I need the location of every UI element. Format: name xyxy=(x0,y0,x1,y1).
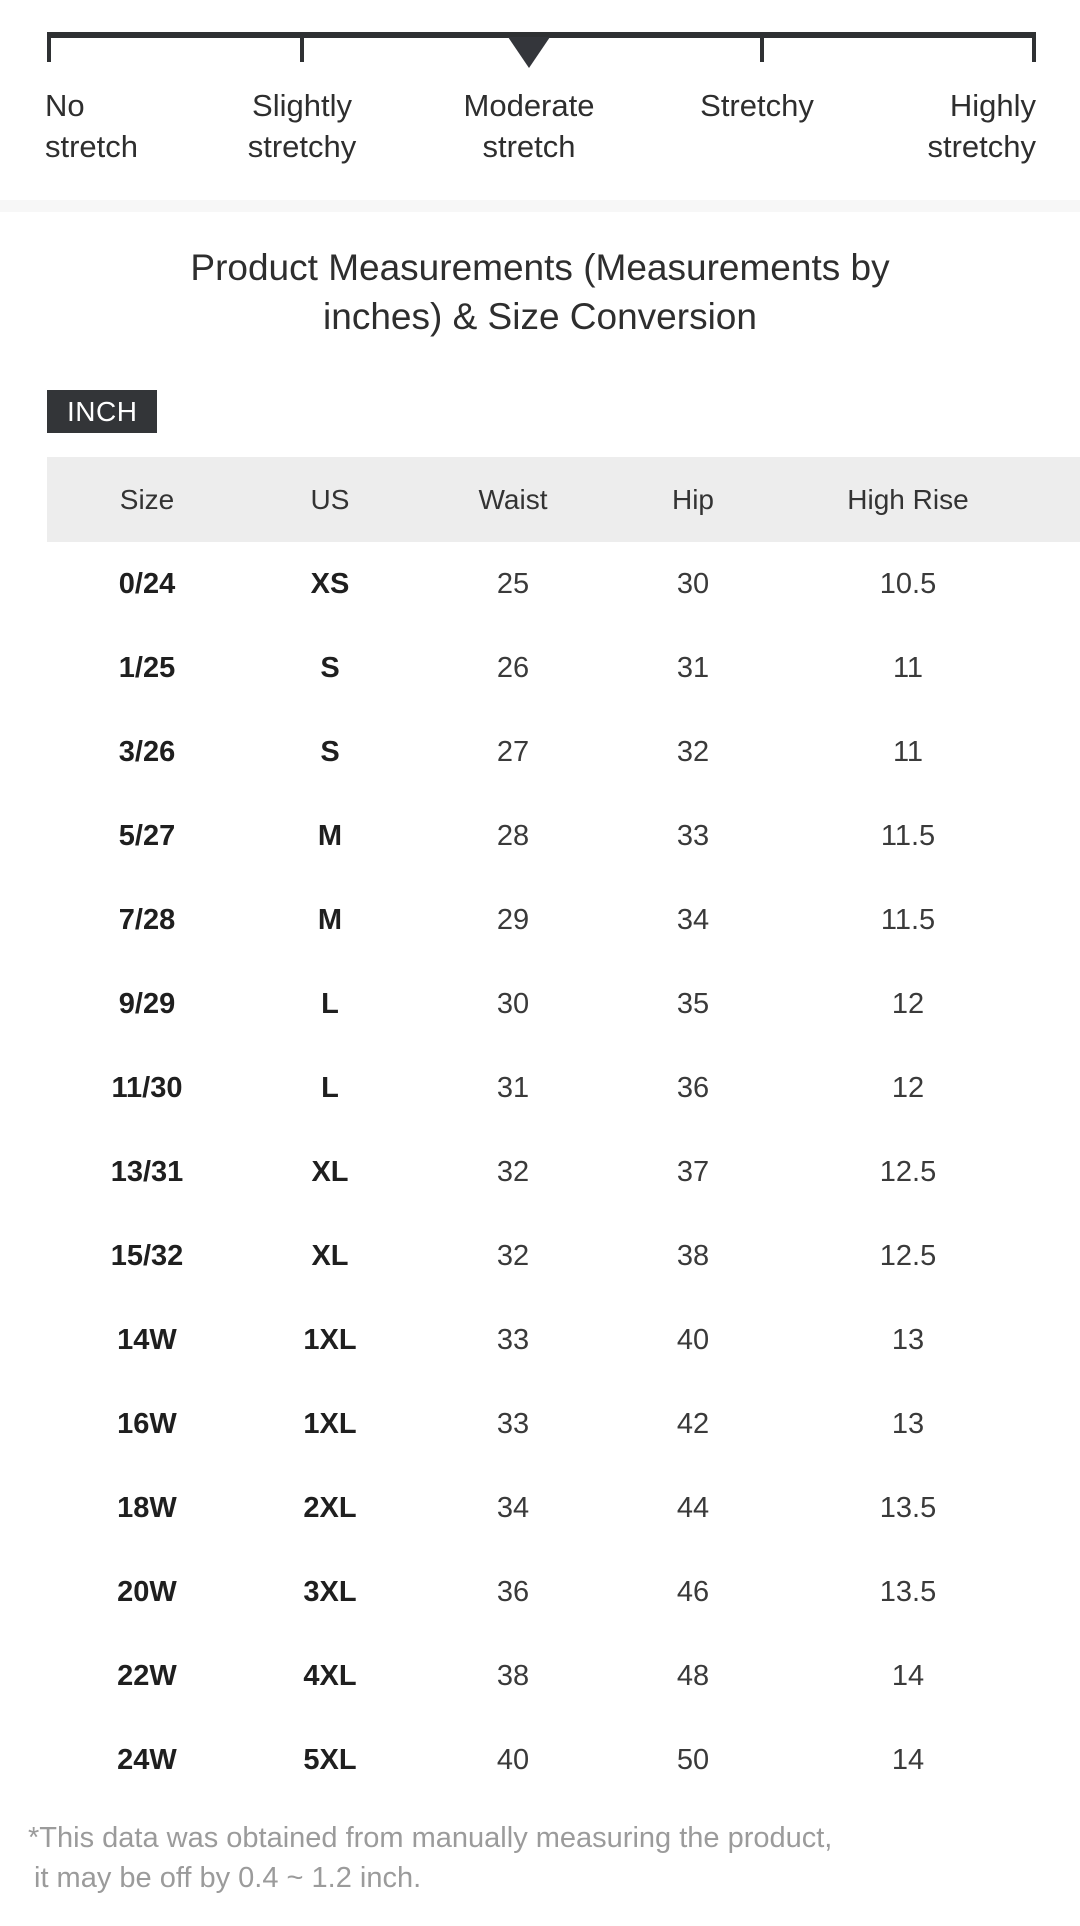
waist-cell: 36 xyxy=(496,1575,530,1608)
size-table-header xyxy=(47,457,1080,542)
high-rise-cell: 13.5 xyxy=(879,1491,937,1524)
waist-cell: 32 xyxy=(496,1239,530,1272)
waist-cell: 33 xyxy=(496,1323,530,1356)
size-cell: 16W xyxy=(117,1407,177,1440)
size-cell: 20W xyxy=(117,1575,177,1608)
stretch-level-marker-icon xyxy=(508,37,550,68)
size-cell: 13/31 xyxy=(110,1155,184,1188)
hip-cell: 42 xyxy=(676,1407,710,1440)
table-row xyxy=(47,962,1080,1046)
hip-cell: 38 xyxy=(676,1239,710,1272)
table-row xyxy=(47,710,1080,794)
page-title: Product Measurements (Measurements by inches) & Size Conversion xyxy=(190,247,890,337)
us-size-cell: 4XL xyxy=(303,1659,357,1692)
waist-cell: 32 xyxy=(496,1155,530,1188)
us-size-cell: S xyxy=(320,651,340,684)
high-rise-cell: 13 xyxy=(891,1323,925,1356)
stretch-option-highly-stretchy: Highly stretchy xyxy=(927,88,1036,164)
high-rise-cell: 12.5 xyxy=(879,1239,937,1272)
size-cell: 0/24 xyxy=(118,567,176,600)
stretch-option-stretchy: Stretchy xyxy=(700,88,814,123)
header-cell-waist: Waist xyxy=(478,483,548,515)
us-size-cell: 1XL xyxy=(303,1407,357,1440)
us-size-cell: XL xyxy=(311,1239,349,1272)
hip-cell: 37 xyxy=(676,1155,710,1188)
table-row xyxy=(47,878,1080,962)
high-rise-cell: 14 xyxy=(891,1743,925,1776)
table-row xyxy=(47,1130,1080,1214)
size-cell: 3/26 xyxy=(118,735,176,768)
us-size-cell: L xyxy=(321,1071,339,1104)
table-row xyxy=(47,1550,1080,1634)
unit-inch-badge[interactable]: INCH xyxy=(47,390,157,433)
us-size-cell: XS xyxy=(310,567,350,600)
us-size-cell: M xyxy=(317,903,343,936)
stretch-scale-tick xyxy=(1032,37,1036,62)
stretch-option-no-stretch: No stretch xyxy=(45,88,139,164)
high-rise-cell: 14 xyxy=(891,1659,925,1692)
waist-cell: 34 xyxy=(496,1491,530,1524)
table-row xyxy=(47,542,1080,626)
us-size-cell: 5XL xyxy=(303,1743,357,1776)
stretch-scale-tick xyxy=(760,37,764,62)
header-cell-high-rise: High Rise xyxy=(847,483,969,515)
hip-cell: 46 xyxy=(676,1575,710,1608)
waist-cell: 29 xyxy=(496,903,530,936)
table-row xyxy=(47,1382,1080,1466)
size-cell: 24W xyxy=(117,1743,177,1776)
hip-cell: 31 xyxy=(676,651,710,684)
stretch-option-moderate-stretch: Moderate stretch xyxy=(463,88,595,164)
hip-cell: 30 xyxy=(676,567,710,600)
footnote-line-1: *This data was obtained from manually measuring the product, xyxy=(28,1822,833,1854)
us-size-cell: 2XL xyxy=(303,1491,357,1524)
us-size-cell: L xyxy=(321,987,339,1020)
hip-cell: 35 xyxy=(676,987,710,1020)
waist-cell: 28 xyxy=(496,819,530,852)
size-table xyxy=(47,457,1080,1802)
high-rise-cell: 12.5 xyxy=(879,1155,937,1188)
section-divider xyxy=(0,200,1080,212)
table-row xyxy=(47,1298,1080,1382)
size-cell: 5/27 xyxy=(118,819,176,852)
waist-cell: 33 xyxy=(496,1407,530,1440)
high-rise-cell: 12 xyxy=(891,1071,925,1104)
us-size-cell: XL xyxy=(311,1155,349,1188)
table-row xyxy=(47,1466,1080,1550)
hip-cell: 44 xyxy=(676,1491,710,1524)
table-row xyxy=(47,626,1080,710)
size-table-body xyxy=(47,542,1080,1802)
hip-cell: 50 xyxy=(676,1743,710,1776)
header-cell-us: US xyxy=(310,483,350,515)
size-cell: 14W xyxy=(117,1323,177,1356)
measurement-footnote xyxy=(28,1818,1038,1898)
waist-cell: 26 xyxy=(496,651,530,684)
high-rise-cell: 13.5 xyxy=(879,1575,937,1608)
size-cell: 7/28 xyxy=(118,903,176,936)
size-cell: 1/25 xyxy=(118,651,176,684)
header-cell-hip: Hip xyxy=(671,483,714,515)
waist-cell: 25 xyxy=(496,567,530,600)
waist-cell: 27 xyxy=(496,735,530,768)
size-cell: 15/32 xyxy=(110,1239,184,1272)
hip-cell: 33 xyxy=(676,819,710,852)
waist-cell: 30 xyxy=(496,987,530,1020)
stretch-scale-tick xyxy=(300,37,304,62)
high-rise-cell: 11.5 xyxy=(880,819,936,852)
size-cell: 9/29 xyxy=(118,987,176,1020)
high-rise-cell: 11 xyxy=(892,651,924,684)
size-cell: 11/30 xyxy=(111,1071,183,1104)
us-size-cell: 1XL xyxy=(303,1323,357,1356)
us-size-cell: M xyxy=(317,819,343,852)
waist-cell: 40 xyxy=(496,1743,530,1776)
hip-cell: 48 xyxy=(676,1659,710,1692)
high-rise-cell: 12 xyxy=(891,987,925,1020)
table-row xyxy=(47,1718,1080,1802)
stretch-scale xyxy=(0,0,1080,200)
high-rise-cell: 11 xyxy=(892,735,924,768)
us-size-cell: S xyxy=(320,735,340,768)
table-row xyxy=(47,1046,1080,1130)
high-rise-cell: 13 xyxy=(891,1407,925,1440)
hip-cell: 36 xyxy=(676,1071,710,1104)
waist-cell: 38 xyxy=(496,1659,530,1692)
us-size-cell: 3XL xyxy=(303,1575,357,1608)
stretch-scale-tick xyxy=(47,37,51,62)
stretch-option-slightly-stretchy: Slightly stretchy xyxy=(247,88,357,164)
table-row xyxy=(47,794,1080,878)
header-cell-size: Size xyxy=(119,483,175,515)
footnote-line-2: it may be off by 0.4 ~ 1.2 inch. xyxy=(34,1862,422,1894)
high-rise-cell: 10.5 xyxy=(879,567,937,600)
size-cell: 22W xyxy=(117,1659,177,1692)
high-rise-cell: 11.5 xyxy=(880,903,936,936)
size-cell: 18W xyxy=(117,1491,177,1524)
hip-cell: 34 xyxy=(676,903,710,936)
hip-cell: 32 xyxy=(676,735,710,768)
hip-cell: 40 xyxy=(676,1323,710,1356)
table-row xyxy=(47,1634,1080,1718)
table-row xyxy=(47,1214,1080,1298)
waist-cell: 31 xyxy=(496,1071,530,1104)
